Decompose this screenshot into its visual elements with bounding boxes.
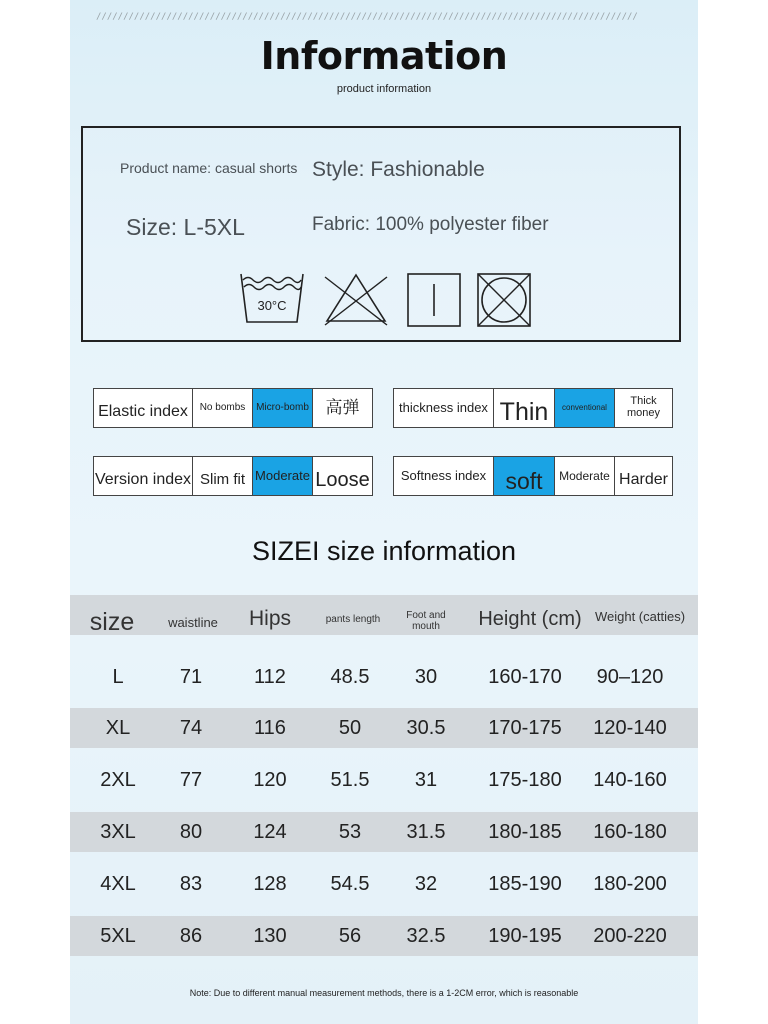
decorative-slashes: ////////////////////////////////////////////////////////////////////////////////////////////////////	[96, 12, 638, 22]
table-cell: 3XL	[100, 820, 136, 843]
table-cell: 120	[253, 768, 287, 791]
table-row	[70, 708, 698, 748]
size-table-header	[70, 595, 698, 635]
header-height: Height (cm)	[478, 608, 582, 630]
table-cell: XL	[105, 716, 131, 739]
product-size: Size: L-5XL	[126, 214, 245, 240]
table-cell: 175-180	[488, 768, 562, 791]
header-weight: Weight (catties)	[594, 608, 686, 624]
table-row	[70, 812, 698, 852]
table-cell: 83	[179, 872, 203, 895]
table-cell: 190-195	[488, 924, 562, 947]
table-cell: 4XL	[100, 872, 136, 895]
table-cell: 31	[414, 768, 438, 791]
table-cell: 5XL	[100, 924, 136, 947]
table-row	[70, 657, 698, 697]
product-fabric: Fabric: 100% polyester fiber	[312, 214, 549, 235]
table-cell: 112	[254, 665, 286, 688]
table-cell: 124	[253, 820, 287, 843]
header-waistline: waistline	[168, 614, 218, 630]
elastic-option-high: 高弹	[325, 398, 360, 418]
table-row	[70, 864, 698, 904]
table-cell: L	[112, 665, 124, 688]
line-dry-icon	[406, 272, 462, 328]
table-cell: 48.5	[330, 665, 370, 688]
table-cell: 50	[338, 716, 362, 739]
page-subtitle: product information	[336, 83, 432, 95]
table-cell: 180-200	[593, 872, 667, 895]
thickness-option-conventional: conventional	[555, 389, 615, 427]
version-option-moderate: Moderate	[253, 457, 313, 495]
softness-option-harder: Harder	[619, 471, 668, 489]
table-cell: 32	[414, 872, 438, 895]
header-foot-and-mouth: Foot and mouth	[406, 610, 446, 632]
product-style: Style: Fashionable	[312, 158, 485, 181]
elastic-option-no-bombs: No bombs	[193, 389, 253, 427]
thickness-option-thick-money: Thick money	[626, 395, 661, 419]
table-cell: 86	[179, 924, 203, 947]
softness-option-soft: soft	[494, 457, 555, 495]
table-cell: 128	[253, 872, 287, 895]
table-cell: 90–120	[596, 665, 664, 688]
elastic-index-row	[93, 388, 373, 428]
measurement-note: Note: Due to different manual measurement methods, there is a 1-2CM error, which is reasonable	[189, 988, 579, 998]
thickness-index-label: thickness index	[394, 389, 494, 427]
elastic-index-label: Elastic index	[94, 389, 193, 427]
table-cell: 116	[254, 716, 286, 739]
version-index-row	[93, 456, 373, 496]
header-pants-length: pants length	[325, 613, 381, 625]
softness-option-moderate: Moderate	[555, 457, 615, 495]
elastic-option-micro-bomb: Micro-bomb	[253, 389, 313, 427]
softness-index-label: Softness index	[394, 457, 494, 495]
table-cell: 2XL	[100, 768, 136, 791]
table-cell: 170-175	[488, 716, 562, 739]
version-index-label: Version index	[94, 457, 193, 495]
softness-index-row	[393, 456, 673, 496]
table-cell: 160-170	[488, 665, 562, 688]
table-cell: 185-190	[488, 872, 562, 895]
thickness-index-row	[393, 388, 673, 428]
version-option-loose: Loose	[315, 469, 370, 491]
header-hips: Hips	[248, 607, 291, 631]
table-cell: 80	[179, 820, 203, 843]
page-title: Information	[260, 34, 508, 78]
table-cell: 160-180	[593, 820, 667, 843]
table-row	[70, 916, 698, 956]
no-bleach-icon	[321, 271, 391, 327]
table-cell: 30	[414, 665, 438, 688]
wash-temp-label: 30°C	[257, 298, 287, 313]
table-cell: 54.5	[330, 872, 370, 895]
table-cell: 200-220	[593, 924, 667, 947]
size-table-title: SIZEI size information	[251, 536, 517, 566]
wash-30-icon	[237, 270, 307, 328]
table-cell: 77	[179, 768, 203, 791]
table-cell: 71	[179, 665, 203, 688]
no-tumble-dry-icon	[476, 272, 532, 328]
table-cell: 32.5	[406, 924, 446, 947]
table-cell: 31.5	[406, 820, 446, 843]
header-size: size	[89, 608, 135, 637]
table-cell: 180-185	[488, 820, 562, 843]
table-cell: 30.5	[406, 716, 446, 739]
table-cell: 56	[338, 924, 362, 947]
product-name: Product name: casual shorts	[120, 160, 298, 176]
table-cell: 74	[179, 716, 203, 739]
table-cell: 53	[338, 820, 362, 843]
thickness-option-thin: Thin	[494, 389, 555, 427]
table-cell: 130	[253, 924, 287, 947]
table-cell: 51.5	[330, 768, 370, 791]
version-option-slim-fit: Slim fit	[193, 457, 253, 495]
table-cell: 140-160	[593, 768, 667, 791]
table-row	[70, 760, 698, 800]
product-info-box	[81, 126, 681, 342]
table-cell: 120-140	[593, 716, 667, 739]
